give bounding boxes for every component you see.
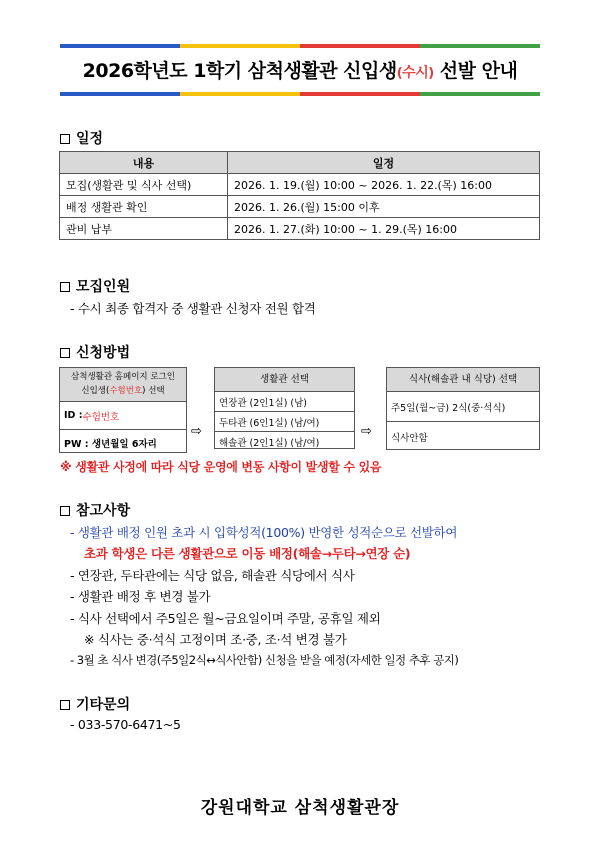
table-cell: 2026. 1. 26.(월) 15:00 이후: [228, 196, 540, 218]
login-step-box: [59, 367, 187, 453]
note-line: ※ 식사는 중·석식 고정이며 조·중, 조·석 변경 불가: [84, 632, 347, 647]
checkbox-square-icon: [60, 700, 70, 710]
section-heading-schedule: 일정: [60, 128, 103, 148]
table-cell: 배정 생활관 확인: [60, 196, 228, 218]
meal-option: 식사안함: [391, 432, 428, 444]
table-row: [60, 174, 540, 196]
login-pw-row: PW : 생년월일 6자리: [64, 439, 157, 450]
note-line: - 생활관 배정 후 변경 불가: [70, 589, 211, 604]
table-cell: 2026. 1. 19.(월) 10:00 ~ 2026. 1. 22.(목) 16:00: [228, 174, 540, 196]
section-heading-notes: 참고사항: [60, 500, 130, 520]
table-row: [60, 196, 540, 218]
dorm-step-head: 생활관 선택: [215, 368, 354, 392]
note-line: 초과 학생은 다른 생활관으로 이동 배정(해솔→두타→연장 순): [84, 546, 411, 561]
table-header: 내용: [60, 152, 228, 174]
login-id-row: ID : 수험번호: [60, 402, 186, 430]
dorm-option: 해솔관 (2인1실) (남/여): [219, 437, 320, 449]
arrow-right-icon: ⇨: [361, 424, 372, 439]
note-line: - 생활관 배정 인원 초과 시 입학성적(100%) 반영한 성적순으로 선발하여: [70, 525, 458, 540]
dorm-option: 연장관 (2인1실) (남): [215, 392, 354, 412]
checkbox-square-icon: [60, 282, 70, 292]
table-header-row: [60, 152, 540, 174]
page-title: 2026학년도 1학기 삼척생활관 신입생(수시) 선발 안내: [82, 60, 518, 82]
section-heading-apply: 신청방법: [60, 342, 130, 362]
apply-notice: ※ 생활관 사정에 따라 식당 운영에 변동 사항이 발생할 수 있음: [60, 460, 382, 474]
schedule-table: [59, 151, 540, 240]
section-heading-contact: 기타문의: [60, 694, 130, 714]
recruit-line: - 수시 최종 합격자 중 생활관 신청자 전원 합격: [70, 301, 316, 316]
title-top-stripe: [60, 44, 540, 48]
login-step-head: 삼척생활관 홈페이지 로그인 신입생(수험번호) 선택: [60, 368, 186, 402]
dorm-step-box: [214, 367, 355, 449]
checkbox-square-icon: [60, 134, 70, 144]
table-cell: 관비 납부: [60, 218, 228, 240]
meal-step-box: [386, 367, 540, 450]
meal-step-head: 식사(해솔관 내 식당) 선택: [387, 368, 539, 392]
table-row: [60, 218, 540, 240]
meal-option: 주5일(월~금) 2식(중·석식): [387, 392, 539, 422]
dorm-option: 두타관 (6인1실) (남/여): [215, 412, 354, 432]
checkbox-square-icon: [60, 506, 70, 516]
table-cell: 2026. 1. 27.(화) 10:00 ~ 1. 29.(목) 16:00: [228, 218, 540, 240]
section-heading-recruit: 모집인원: [60, 276, 130, 296]
arrow-right-icon: ⇨: [191, 424, 202, 439]
footer-signature: 강원대학교 삼척생활관장: [200, 798, 400, 818]
note-line: - 식사 선택에서 주5일은 월~금요일이며 주말, 공휴일 제외: [70, 611, 381, 626]
table-header: 일정: [228, 152, 540, 174]
checkbox-square-icon: [60, 348, 70, 358]
contact-line: - 033-570-6471~5: [70, 717, 181, 732]
table-cell: 모집(생활관 및 식사 선택): [60, 174, 228, 196]
title-bottom-stripe: [60, 92, 540, 96]
note-line: - 연장관, 두타관에는 식당 없음, 해솔관 식당에서 식사: [70, 568, 355, 583]
note-line: - 3월 초 식사 변경(주5일2식↔식사안함) 신청을 받을 예정(자세한 일정 추후 공지): [70, 653, 459, 667]
